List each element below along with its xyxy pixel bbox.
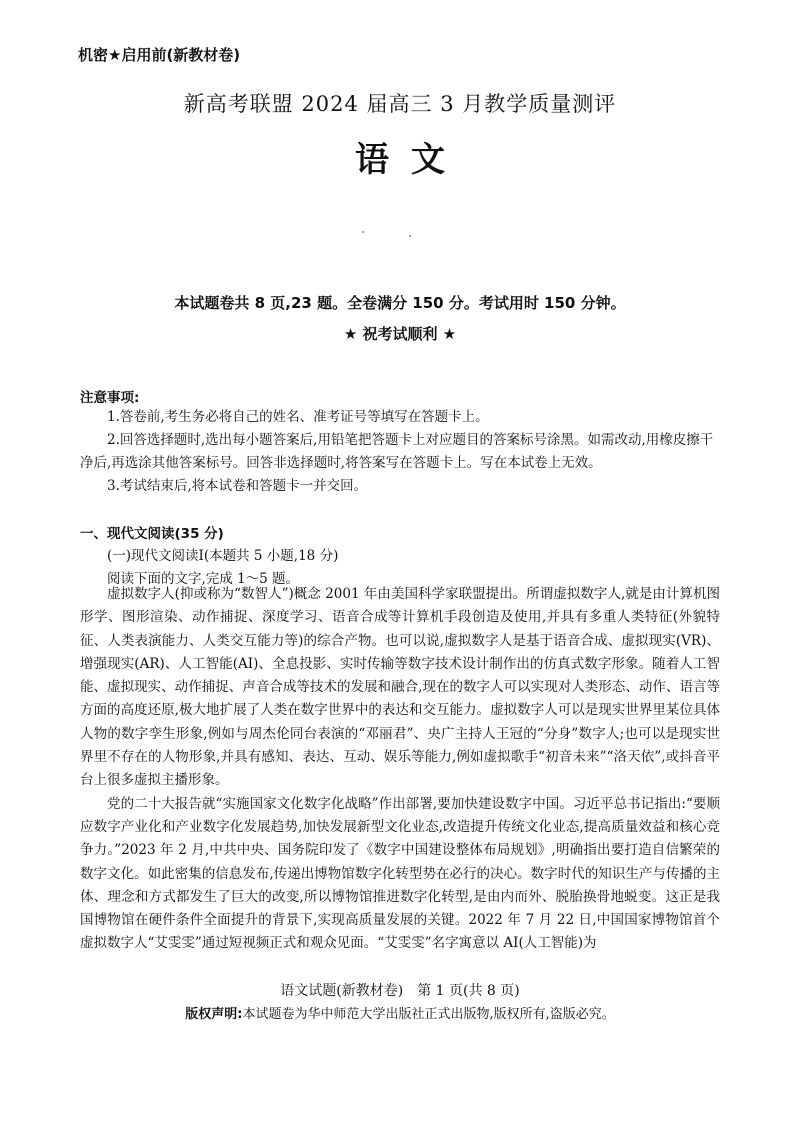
copyright-text: 本试题卷为华中师范大学出版社正式出版物,版权所有,盗版必究。: [242, 1007, 615, 1022]
notice-item: 1.答卷前,考生务必将自己的姓名、准考证号等填写在答题卡上。: [107, 409, 489, 425]
notice-item: 3.考试结束后,将本试卷和答题卡一并交回。: [107, 478, 368, 494]
notice-list: [80, 406, 720, 498]
notice-heading: 注意事项:: [80, 390, 140, 406]
scan-speck: [362, 231, 364, 233]
passage-paragraph: 虚拟数字人(抑或称为“数智人”)概念 2001 年由美国科学家联盟提出。所谓虚拟数字人,就是由计算机图形学、图形渲染、动作捕捉、深度学习、语音合成等计算机手段创造及使用,并具有多重人类特征(外貌特征、人类表演能力、人类交互能力等)的综合产物。也可以说,虚拟数字人是基于语音合成、虚拟现实(VR)、增强现实(AR)、人工智能(AI)、全息投影、实时传输等数字技术设计制作出的仿真式数字形象。随着人工智能、虚拟现实、动作捕捉、声音合成等技术的发展和融合,现在的数字人可以实现对人类形态、动作、语言等方面的高度还原,极大地扩展了人类在数字世界中的表达和交互能力。虚拟数字人可以是现实世界里某位具体人物的数字孪生形象,例如与周杰伦同台表演的“邓丽君”、央广主持人王冠的“分身”数字人;也可以是现实世界里不存在的人物形象,并具有感知、表达、互动、娱乐等能力,例如虚拟歌手“初音未来”“洛天依”,或抖音平台上很多虚拟主播形象。: [80, 586, 720, 789]
scan-speck: [409, 235, 411, 237]
reading-instruction: 阅读下面的文字,完成 1～5 题。: [107, 571, 300, 587]
exam-title: 新高考联盟 2024 届高三 3 月教学质量测评: [183, 92, 617, 116]
subsection-title: (一)现代文阅读Ⅰ(本题共 5 小题,18 分): [107, 548, 339, 564]
good-luck-wish: ★ 祝考试顺利 ★: [343, 325, 457, 343]
reading-passage: [80, 583, 720, 956]
exam-summary: 本试题卷共 8 页,23 题。全卷满分 150 分。考试用时 150 分钟。: [174, 294, 626, 312]
copyright-label: 版权声明:: [185, 1007, 243, 1022]
passage-paragraph: 党的二十大报告就“实施国家文化数字化战略”作出部署,要加快建设数字中国。习近平总书记指出:“要顺应数字产业化和产业数字化发展趋势,加快发展新型文化业态,改造提升传统文化业态,提高质量效益和核心竞争力。”2023 年 2 月,中共中央、国务院印发了《数字中国建设整体布局规划》,明确指出要打造自信繁荣的数字文化。如此密集的信息发布,传递出博物馆数字化转型势在必行的决心。数字时代的知识生产与传播的主体、理念和方式都发生了巨大的改变,所以博物馆推进数字化转型,是由内而外、脱胎换骨地蜕变。这正是我国博物馆在硬件条件全面提升的背景下,实现高质量发展的关键。2022 年 7 月 22 日,中国国家博物馆首个虚拟数字人“艾雯雯”通过短视频正式和观众见面。“艾雯雯”名字寓意以 AI(人工智能)为: [80, 795, 720, 952]
section-title: 一、现代文阅读(35 分): [80, 526, 224, 542]
copyright-notice: [0, 1003, 800, 1022]
notice-item: 2.回答选择题时,选出每小题答案后,用铅笔把答题卡上对应题目的答案标号涂黑。如需改动,用橡皮擦干净后,再选涂其他答案标号。回答非选择题时,将答案写在答题卡上。写在本试卷上无效。: [80, 432, 714, 471]
subject-title: 语文: [355, 140, 467, 180]
page-footer: 语文试题(新教材卷) 第 1 页(共 8 页): [280, 983, 520, 999]
confidential-label: 机密★启用前(新教材卷): [78, 46, 241, 64]
